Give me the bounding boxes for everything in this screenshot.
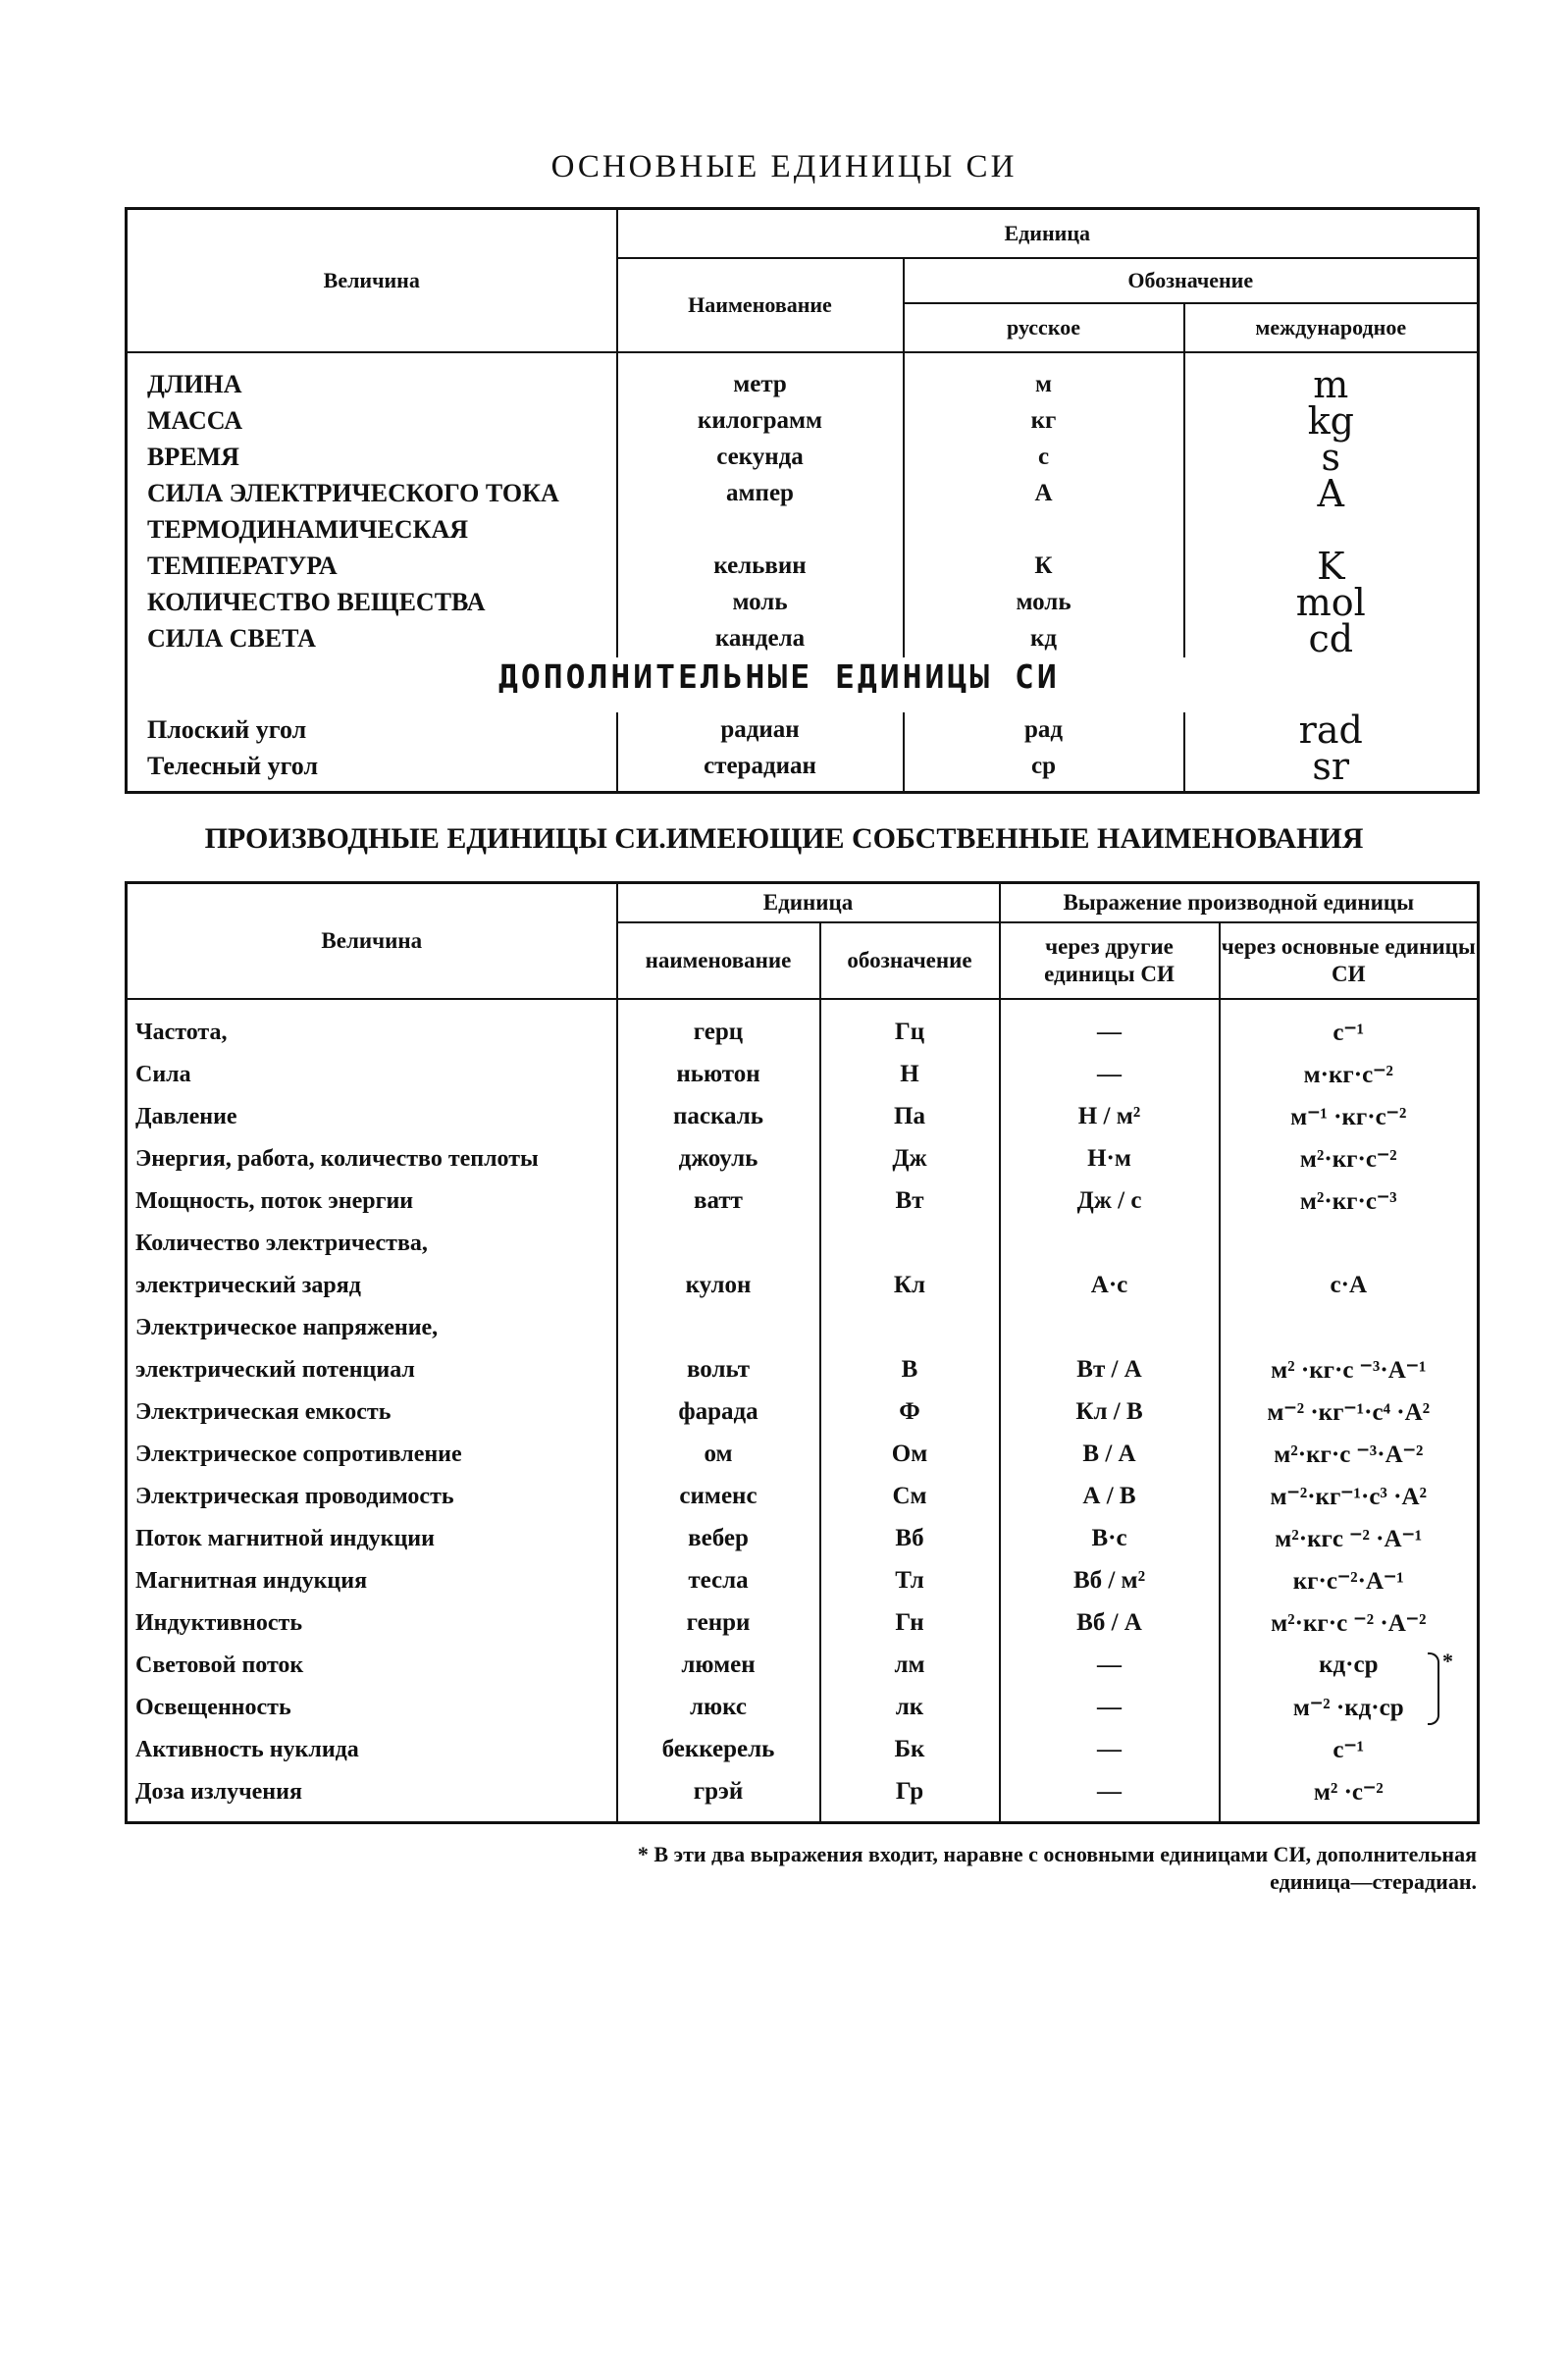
russian-symbol-cell: м (904, 352, 1184, 403)
footnote-marker: * (1442, 1649, 1453, 1673)
international-symbol-cell: s (1184, 440, 1479, 476)
international-symbol-cell: A (1184, 476, 1479, 512)
via-other-cell (1000, 1307, 1220, 1349)
international-symbol-cell: cd (1184, 621, 1479, 657)
via-base-cell: с·А (1220, 1265, 1479, 1307)
header-expression: Выражение производной единицы (1000, 883, 1479, 922)
title-base-units: ОСНОВНЫЕ ЕДИНИЦЫ СИ (550, 149, 1018, 184)
quantity-cell: СИЛА ЭЛЕКТРИЧЕСКОГО ТОКА (147, 479, 559, 507)
russian-symbol-cell (904, 512, 1184, 549)
unit-symbol-cell: Гр (820, 1771, 1000, 1823)
quantity-cell: Освещенность (135, 1694, 291, 1720)
russian-symbol-cell: кг (904, 403, 1184, 440)
quantity-cell: Электрическое напряжение, (135, 1314, 439, 1340)
russian-symbol-cell: кд (904, 621, 1184, 657)
unit-name-cell: кельвин (617, 549, 904, 585)
via-other-cell: Вт / А (1000, 1349, 1220, 1391)
unit-name-cell: генри (617, 1602, 820, 1645)
unit-symbol-cell: Гц (820, 999, 1000, 1054)
via-other-cell (1000, 1223, 1220, 1265)
via-other-cell: Вб / А (1000, 1602, 1220, 1645)
quantity-cell: Доза излучения (135, 1778, 302, 1805)
unit-name-cell: джоуль (617, 1138, 820, 1180)
via-base-cell: м² ·с⁻² (1220, 1771, 1479, 1823)
via-other-cell: — (1000, 999, 1220, 1054)
unit-symbol-cell: Н (820, 1054, 1000, 1096)
unit-symbol-cell: См (820, 1476, 1000, 1518)
unit-name-cell (617, 1223, 820, 1265)
quantity-cell: Электрическое сопротивление (135, 1441, 462, 1467)
unit-symbol-cell: Ф (820, 1391, 1000, 1434)
header-international: международное (1184, 303, 1479, 352)
via-other-cell: Вб / м² (1000, 1560, 1220, 1602)
unit-name-cell (617, 512, 904, 549)
international-symbol-cell (1184, 512, 1479, 549)
unit-name-cell: фарада (617, 1391, 820, 1434)
international-symbol-cell: mol (1184, 585, 1479, 621)
via-other-cell: — (1000, 1645, 1220, 1687)
header-designation: обозначение (820, 922, 1000, 999)
quantity-cell: ТЕРМОДИНАМИЧЕСКАЯ (147, 515, 469, 544)
quantity-cell: СИЛА СВЕТА (147, 624, 316, 653)
unit-symbol-cell: Бк (820, 1729, 1000, 1771)
unit-name-cell (617, 1307, 820, 1349)
via-base-cell: м⁻² ·кг⁻¹·с⁴ ·А² (1220, 1391, 1479, 1434)
unit-name-cell: паскаль (617, 1096, 820, 1138)
via-base-cell: м²·кг·с ⁻² ·А⁻² (1220, 1602, 1479, 1645)
via-base-cell: с⁻¹ (1220, 999, 1479, 1054)
via-other-cell: — (1000, 1729, 1220, 1771)
unit-name-cell: стерадиан (617, 749, 904, 793)
unit-symbol-cell: Гн (820, 1602, 1000, 1645)
title-derived-units: ПРОИЗВОДНЫЕ ЕДИНИЦЫ СИ.ИМЕЮЩИЕ СОБСТВЕННЫЕ НАИМЕНОВАНИЯ (204, 822, 1364, 855)
header-unit: Единица (617, 209, 1479, 258)
unit-symbol-cell: Кл (820, 1265, 1000, 1307)
unit-symbol-cell: Па (820, 1096, 1000, 1138)
quantity-cell: Телесный угол (147, 752, 319, 780)
quantity-cell: Световой поток (135, 1651, 304, 1678)
via-other-cell: А·с (1000, 1265, 1220, 1307)
header-via-other-units: через другие единицы СИ (1000, 922, 1220, 999)
unit-name-cell: ампер (617, 476, 904, 512)
via-base-cell: м² ·кг·с ⁻³·А⁻¹ (1220, 1349, 1479, 1391)
via-base-cell: м⁻² ·кд·ср (1220, 1687, 1479, 1729)
via-other-cell: Н / м² (1000, 1096, 1220, 1138)
via-other-cell: В / А (1000, 1434, 1220, 1476)
via-other-cell: Дж / с (1000, 1180, 1220, 1223)
quantity-cell: Сила (135, 1061, 191, 1087)
quantity-cell: электрический заряд (135, 1272, 361, 1298)
via-other-cell: — (1000, 1687, 1220, 1729)
unit-symbol-cell (820, 1223, 1000, 1265)
unit-symbol-cell (820, 1307, 1000, 1349)
via-other-cell: Н·м (1000, 1138, 1220, 1180)
quantity-cell: Электрическая проводимость (135, 1483, 454, 1509)
international-symbol-cell: kg (1184, 403, 1479, 440)
unit-name-cell: метр (617, 352, 904, 403)
russian-symbol-cell: моль (904, 585, 1184, 621)
via-other-cell: — (1000, 1771, 1220, 1823)
quantity-cell: Давление (135, 1103, 237, 1129)
unit-symbol-cell: Тл (820, 1560, 1000, 1602)
international-symbol-cell: m (1184, 352, 1479, 403)
unit-name-cell: килограмм (617, 403, 904, 440)
quantity-cell: Мощность, поток энергии (135, 1187, 414, 1214)
unit-name-cell: беккерель (617, 1729, 820, 1771)
unit-name-cell: радиан (617, 712, 904, 749)
unit-symbol-cell: В (820, 1349, 1000, 1391)
unit-name-cell: ньютон (617, 1054, 820, 1096)
base-units-table (125, 207, 1480, 794)
quantity-cell: Электрическая емкость (135, 1398, 392, 1425)
unit-name-cell: ватт (617, 1180, 820, 1223)
via-other-cell: Кл / В (1000, 1391, 1220, 1434)
quantity-cell: Поток магнитной индукции (135, 1525, 435, 1551)
unit-name-cell: люмен (617, 1645, 820, 1687)
unit-name-cell: герц (617, 999, 820, 1054)
derived-units-table (125, 881, 1480, 1824)
via-base-cell: м²·кг·с⁻² (1220, 1138, 1479, 1180)
header-quantity: Величина (127, 883, 617, 999)
quantity-cell: ВРЕМЯ (147, 443, 239, 471)
international-symbol-cell: K (1184, 549, 1479, 585)
via-other-cell: — (1000, 1054, 1220, 1096)
unit-name-cell: сименс (617, 1476, 820, 1518)
header-quantity: Величина (127, 209, 617, 352)
russian-symbol-cell: ср (904, 749, 1184, 793)
via-base-cell: м²·кг·с ⁻³·А⁻² (1220, 1434, 1479, 1476)
via-base-cell (1220, 1223, 1479, 1265)
header-via-base-units: через основные единицы СИ (1220, 922, 1479, 999)
unit-name-cell: кулон (617, 1265, 820, 1307)
unit-symbol-cell: Вб (820, 1518, 1000, 1560)
via-other-cell: А / В (1000, 1476, 1220, 1518)
title-supplementary-units: ДОПОЛНИТЕЛЬНЫЕ ЕДИНИЦЫ СИ (493, 657, 1066, 696)
quantity-cell: электрический потенциал (135, 1356, 415, 1383)
header-name: Наименование (617, 258, 904, 352)
unit-name-cell: люкс (617, 1687, 820, 1729)
via-base-cell: м⁻²·кг⁻¹·с³ ·А² (1220, 1476, 1479, 1518)
unit-name-cell: ом (617, 1434, 820, 1476)
quantity-cell: Индуктивность (135, 1609, 303, 1636)
unit-name-cell: кандела (617, 621, 904, 657)
unit-symbol-cell: лм (820, 1645, 1000, 1687)
via-base-cell: м²·кг·с⁻³ (1220, 1180, 1479, 1223)
quantity-cell: Плоский угол (147, 715, 307, 744)
quantity-cell: МАССА (147, 406, 243, 435)
unit-name-cell: тесла (617, 1560, 820, 1602)
footnote (314, 1841, 1477, 1896)
quantity-cell: Энергия, работа, количество теплоты (135, 1145, 539, 1172)
unit-symbol-cell: Вт (820, 1180, 1000, 1223)
via-base-cell: кг·с⁻²·А⁻¹ (1220, 1560, 1479, 1602)
unit-name-cell: моль (617, 585, 904, 621)
footnote-brace (1428, 1652, 1439, 1725)
unit-name-cell: секунда (617, 440, 904, 476)
quantity-cell: Магнитная индукция (135, 1567, 368, 1594)
quantity-cell: Частота, (135, 1019, 228, 1045)
unit-name-cell: грэй (617, 1771, 820, 1823)
quantity-cell: Количество электричества, (135, 1230, 428, 1256)
unit-symbol-cell: Ом (820, 1434, 1000, 1476)
international-symbol-cell: rad (1184, 712, 1479, 749)
via-base-cell: м²·кгс ⁻² ·А⁻¹ (1220, 1518, 1479, 1560)
quantity-cell: Активность нуклида (135, 1736, 359, 1762)
via-base-cell: с⁻¹ (1220, 1729, 1479, 1771)
russian-symbol-cell: К (904, 549, 1184, 585)
via-base-cell: м·кг·с⁻² (1220, 1054, 1479, 1096)
footnote-line-1: * В эти два выражения входит, наравне с основными единицами СИ, дополнительная (637, 1842, 1477, 1866)
header-designation: Обозначение (904, 258, 1479, 303)
header-russian: русское (904, 303, 1184, 352)
via-other-cell: В·с (1000, 1518, 1220, 1560)
via-base-cell: м⁻¹ ·кг·с⁻² (1220, 1096, 1479, 1138)
unit-symbol-cell: Дж (820, 1138, 1000, 1180)
russian-symbol-cell: с (904, 440, 1184, 476)
unit-name-cell: вольт (617, 1349, 820, 1391)
header-name: наименование (617, 922, 820, 999)
header-unit: Единица (617, 883, 1000, 922)
via-base-cell (1220, 1307, 1479, 1349)
footnote-line-2: единица—стерадиан. (1270, 1869, 1477, 1894)
unit-name-cell: вебер (617, 1518, 820, 1560)
quantity-cell: КОЛИЧЕСТВО ВЕЩЕСТВА (147, 588, 486, 616)
unit-symbol-cell: лк (820, 1687, 1000, 1729)
russian-symbol-cell: рад (904, 712, 1184, 749)
international-symbol-cell: sr (1184, 749, 1479, 793)
russian-symbol-cell: А (904, 476, 1184, 512)
quantity-cell: ТЕМПЕРАТУРА (147, 551, 338, 580)
quantity-cell: ДЛИНА (147, 370, 242, 398)
via-base-cell: кд·ср (1220, 1645, 1479, 1687)
